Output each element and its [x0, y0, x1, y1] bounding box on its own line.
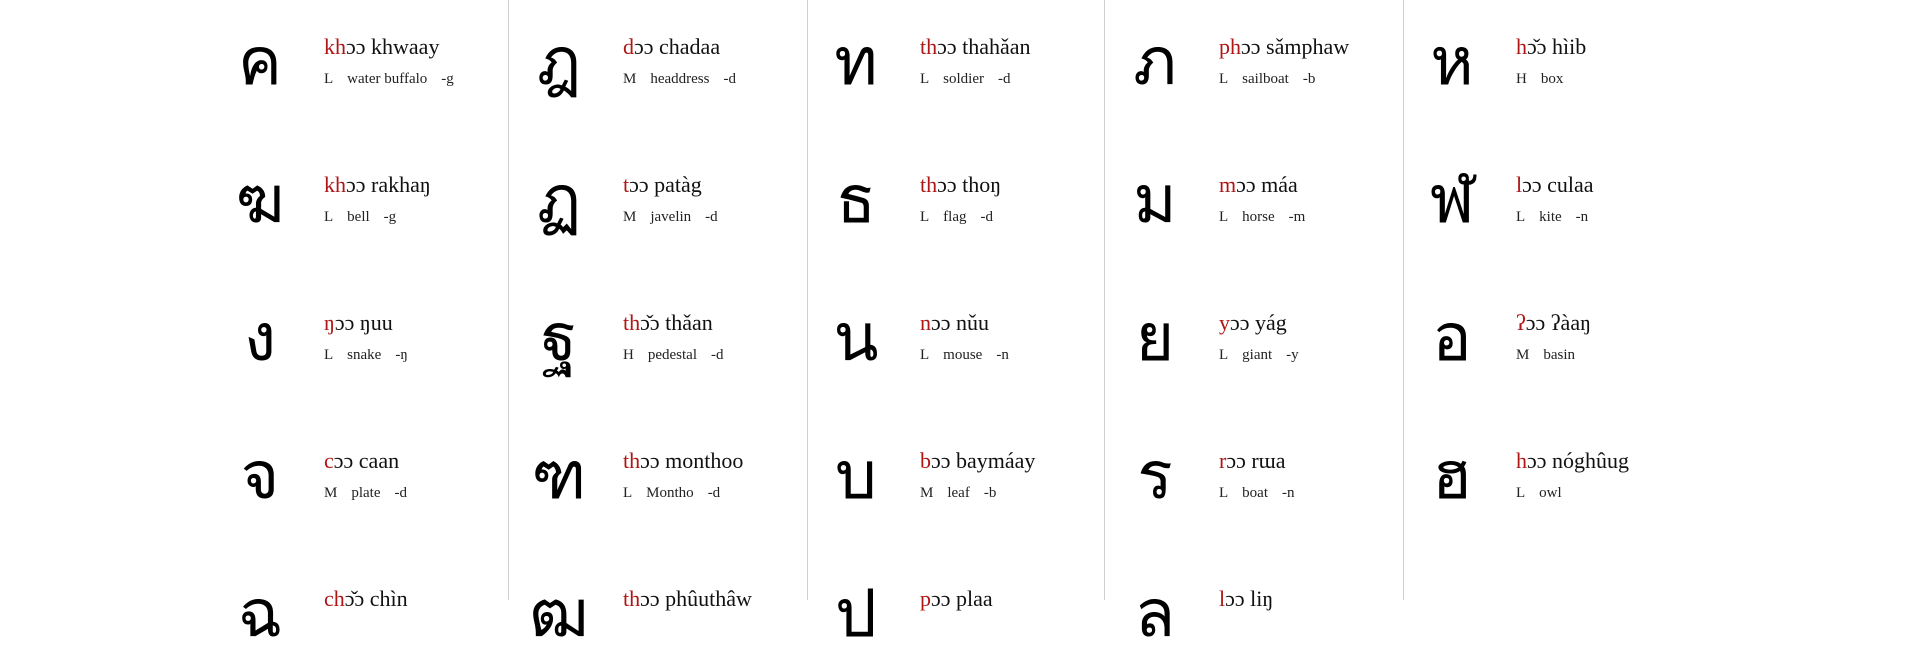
letter-meta	[623, 71, 750, 88]
letter-name	[1516, 172, 1594, 198]
consonant-entry	[806, 138, 1104, 258]
thai-letter: ฉ	[237, 575, 283, 652]
tone-class: L	[1219, 71, 1229, 87]
meaning: javelin	[650, 209, 692, 225]
thai-letter: ร	[1137, 437, 1173, 514]
tone-class: M	[324, 485, 338, 501]
letter-name	[920, 586, 993, 612]
letter-name	[920, 448, 1035, 474]
meaning: pedestal	[647, 347, 697, 363]
letter-name	[623, 586, 752, 612]
thai-letter: ท	[834, 23, 878, 100]
meaning: bell	[347, 209, 370, 225]
tone-class: H	[623, 347, 634, 363]
consonant-entry	[1402, 276, 1700, 396]
name-rest: ɔɔ ʔàaŋ	[1525, 310, 1591, 335]
tone-class: L	[324, 347, 334, 363]
consonant-column	[1402, 0, 1700, 600]
consonant-column	[806, 0, 1104, 652]
consonant-entry	[509, 276, 807, 396]
initial-sound: h	[1516, 34, 1527, 59]
tone-class: L	[920, 209, 930, 225]
letter-meta	[1219, 71, 1329, 88]
consonant-entry	[806, 414, 1104, 534]
initial-sound: th	[623, 310, 641, 335]
letter-meta	[324, 485, 421, 502]
letter-name	[1516, 34, 1586, 60]
meaning: water buffalo	[347, 71, 428, 87]
letter-meta	[324, 347, 422, 364]
name-rest: ɔɔ nǔu	[931, 310, 990, 335]
letter-name	[623, 172, 702, 198]
consonant-entry	[1105, 0, 1403, 120]
initial-sound: c	[324, 448, 334, 473]
thai-letter: จ	[240, 437, 280, 514]
name-rest: ɔ̌ɔ hìib	[1527, 34, 1587, 59]
consonant-entry	[1105, 138, 1403, 258]
letter-name	[324, 34, 439, 60]
name-rest: ɔɔ ŋuu	[334, 310, 393, 335]
meaning: headdress	[650, 71, 710, 87]
initial-sound: y	[1219, 310, 1230, 335]
consonant-entry	[806, 552, 1104, 672]
letter-name	[1219, 172, 1298, 198]
meaning: plate	[351, 485, 381, 501]
thai-letter: อ	[1432, 299, 1472, 376]
meaning: basin	[1543, 347, 1576, 363]
thai-letter: ฮ	[1431, 437, 1473, 514]
name-rest: ɔɔ thoŋ	[937, 172, 1002, 197]
letter-name	[920, 34, 1031, 60]
letter-name	[920, 172, 1001, 198]
letter-meta	[623, 347, 738, 364]
thai-letter: ย	[1135, 299, 1175, 376]
final-sound: -n	[1282, 485, 1295, 501]
tone-class: H	[1516, 71, 1527, 87]
name-rest: ɔɔ sǎmphaw	[1241, 34, 1350, 59]
thai-letter: ม	[1133, 161, 1177, 238]
meaning: owl	[1539, 485, 1562, 501]
consonant-entry	[509, 138, 807, 258]
letter-meta	[1516, 209, 1602, 226]
letter-name	[324, 172, 431, 198]
name-rest: ɔɔ plaa	[931, 586, 993, 611]
thai-letter: ห	[1430, 23, 1474, 100]
final-sound: -b	[983, 485, 997, 501]
meaning: horse	[1242, 209, 1275, 225]
initial-sound: ch	[324, 586, 345, 611]
letter-name	[324, 448, 399, 474]
consonant-entry	[806, 276, 1104, 396]
name-rest: ɔɔ baymáay	[931, 448, 1036, 473]
meaning: sailboat	[1242, 71, 1289, 87]
letter-name	[1516, 310, 1591, 336]
final-sound: -n	[996, 347, 1009, 363]
name-rest: ɔɔ chadaa	[634, 34, 721, 59]
meaning: boat	[1242, 485, 1268, 501]
final-sound: -d	[707, 485, 721, 501]
thai-letter: ง	[243, 299, 277, 376]
name-rest: ɔɔ caan	[333, 448, 400, 473]
name-rest: ɔɔ liŋ	[1225, 586, 1274, 611]
initial-sound: r	[1219, 448, 1227, 473]
initial-sound: t	[623, 172, 630, 197]
thai-letter: ฐ	[540, 299, 578, 376]
consonant-entry	[1402, 138, 1700, 258]
thai-letter: บ	[835, 437, 877, 514]
name-rest: ɔɔ monthoo	[640, 448, 744, 473]
name-rest: ɔɔ rakhaŋ	[346, 172, 431, 197]
consonant-entry	[210, 552, 508, 672]
initial-sound: m	[1219, 172, 1237, 197]
name-rest: ɔɔ rɯa	[1226, 448, 1286, 473]
letter-meta	[920, 485, 1010, 502]
consonant-entry	[1402, 0, 1700, 120]
tone-class: L	[324, 71, 334, 87]
letter-name	[1219, 448, 1286, 474]
letter-name	[1516, 448, 1629, 474]
tone-class: L	[1516, 209, 1526, 225]
initial-sound: th	[623, 586, 641, 611]
letter-name	[623, 310, 713, 336]
tone-class: L	[623, 485, 633, 501]
initial-sound: th	[920, 34, 938, 59]
initial-sound: ʔ	[1516, 310, 1526, 335]
letter-name	[1219, 34, 1349, 60]
name-rest: ɔɔ phûuthâw	[640, 586, 752, 611]
initial-sound: d	[623, 34, 634, 59]
final-sound: -b	[1302, 71, 1316, 87]
thai-letter: น	[833, 299, 879, 376]
consonant-entry	[1105, 414, 1403, 534]
consonant-entry	[1402, 414, 1700, 534]
meaning: snake	[347, 347, 382, 363]
name-rest: ɔɔ máa	[1236, 172, 1298, 197]
tone-class: L	[1219, 209, 1229, 225]
initial-sound: l	[1516, 172, 1523, 197]
tone-class: L	[1219, 347, 1229, 363]
name-rest: ɔɔ culaa	[1522, 172, 1594, 197]
final-sound: -y	[1286, 347, 1299, 363]
thai-letter: ฆ	[235, 161, 285, 238]
final-sound: -d	[394, 485, 407, 501]
meaning: leaf	[947, 485, 970, 501]
tone-class: M	[1516, 347, 1530, 363]
consonant-entry	[806, 0, 1104, 120]
tone-class: L	[920, 71, 930, 87]
letter-meta	[623, 485, 734, 502]
final-sound: -n	[1575, 209, 1589, 225]
thai-letter: ล	[1134, 575, 1176, 652]
name-rest: ɔɔ yág	[1230, 310, 1287, 335]
letter-meta	[920, 209, 1007, 226]
letter-meta	[920, 347, 1023, 364]
thai-letter: ฏ	[536, 161, 582, 238]
initial-sound: th	[920, 172, 938, 197]
tone-class: L	[920, 347, 930, 363]
tone-class: M	[623, 71, 637, 87]
consonant-column	[210, 0, 508, 652]
letter-meta	[1516, 71, 1577, 88]
thai-letter: ฒ	[529, 575, 589, 652]
thai-letter: ฑ	[531, 437, 587, 514]
letter-name	[1219, 586, 1273, 612]
meaning: mouse	[943, 347, 983, 363]
initial-sound: ph	[1219, 34, 1241, 59]
initial-sound: p	[920, 586, 931, 611]
consonant-entry	[509, 414, 807, 534]
tone-class: L	[1219, 485, 1229, 501]
letter-meta	[1219, 485, 1309, 502]
meaning: giant	[1242, 347, 1273, 363]
thai-letter: ภ	[1133, 23, 1177, 100]
final-sound: -ŋ	[395, 347, 408, 363]
meaning: box	[1540, 71, 1564, 87]
letter-meta	[1219, 209, 1319, 226]
letter-meta	[1516, 485, 1576, 502]
letter-name	[324, 310, 393, 336]
tone-class: L	[1516, 485, 1526, 501]
consonant-entry	[210, 138, 508, 258]
name-rest: ɔɔ patàg	[629, 172, 702, 197]
thai-letter: ค	[237, 23, 283, 100]
initial-sound: b	[920, 448, 931, 473]
letter-meta	[324, 71, 468, 88]
tone-class: M	[920, 485, 934, 501]
consonant-entry	[1105, 552, 1403, 672]
consonant-column	[1104, 0, 1404, 652]
final-sound: -m	[1288, 209, 1306, 225]
initial-sound: n	[920, 310, 931, 335]
final-sound: -d	[998, 71, 1011, 87]
letter-name	[1219, 310, 1287, 336]
meaning: soldier	[943, 71, 984, 87]
consonant-entry	[210, 276, 508, 396]
initial-sound: kh	[324, 34, 346, 59]
initial-sound: th	[623, 448, 641, 473]
letter-name	[920, 310, 989, 336]
letter-name	[623, 34, 720, 60]
initial-sound: kh	[324, 172, 346, 197]
initial-sound: l	[1219, 586, 1226, 611]
initial-sound: h	[1516, 448, 1527, 473]
thai-letter: ธ	[835, 161, 877, 238]
thai-letter: ฎ	[536, 23, 582, 100]
consonant-entry	[1105, 276, 1403, 396]
meaning: flag	[943, 209, 967, 225]
final-sound: -g	[383, 209, 397, 225]
letter-meta	[623, 209, 732, 226]
consonant-column	[508, 0, 808, 652]
tone-class: M	[623, 209, 637, 225]
thai-letter: ฬ	[1429, 161, 1475, 238]
name-rest: ɔ̌ɔ chìn	[344, 586, 408, 611]
name-rest: ɔ̌ɔ thǎan	[640, 310, 713, 335]
thai-letter: ป	[835, 575, 877, 652]
consonant-entry	[210, 414, 508, 534]
letter-meta	[1219, 347, 1313, 364]
meaning: kite	[1539, 209, 1562, 225]
letter-name	[623, 448, 743, 474]
consonant-entry	[210, 0, 508, 120]
letter-meta	[920, 71, 1025, 88]
name-rest: ɔɔ nóghûug	[1527, 448, 1630, 473]
meaning: Montho	[646, 485, 694, 501]
letter-meta	[1516, 347, 1589, 364]
letter-meta	[324, 209, 410, 226]
tone-class: L	[324, 209, 334, 225]
name-rest: ɔɔ thahǎan	[937, 34, 1031, 59]
name-rest: ɔɔ khwaay	[346, 34, 440, 59]
final-sound: -g	[441, 71, 454, 87]
consonant-entry	[509, 552, 807, 672]
initial-sound: ŋ	[324, 310, 335, 335]
consonant-entry	[509, 0, 807, 120]
final-sound: -d	[980, 209, 993, 225]
final-sound: -d	[723, 71, 736, 87]
letter-name	[324, 586, 408, 612]
final-sound: -d	[705, 209, 718, 225]
final-sound: -d	[711, 347, 724, 363]
